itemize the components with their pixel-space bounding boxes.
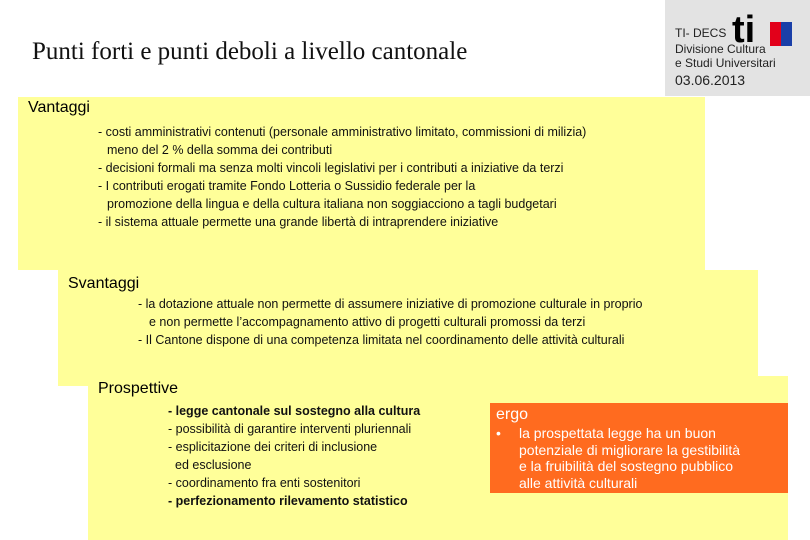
vantaggi-list xyxy=(98,123,586,231)
list-item: - il sistema attuale permette una grande libertà di intraprendere iniziative xyxy=(98,215,499,229)
ergo-text xyxy=(519,425,740,491)
list-item: - la dotazione attuale non permette di assumere iniziative di promozione culturale in proprio xyxy=(138,297,643,311)
list-item: e non permette l’accompagnamento attivo di progetti culturali promossi da terzi xyxy=(149,315,586,329)
date-label: 03.06.2013 xyxy=(675,72,746,88)
list-item: - perfezionamento rilevamento statistico xyxy=(168,494,408,508)
ergo-line: alle attività culturali xyxy=(519,474,638,491)
list-item: meno del 2 % della somma dei contributi xyxy=(107,143,333,157)
logo-text: ti xyxy=(732,12,756,46)
list-item: - I contributi erogati tramite Fondo Lotteria o Sussidio federale per la xyxy=(98,179,476,193)
org-line-2: Divisione Cultura xyxy=(675,42,766,56)
org-line-1: TI- DECS xyxy=(675,26,727,40)
logo-red-bar xyxy=(770,22,781,46)
logo-blue-bar xyxy=(781,22,792,46)
ergo-bullet-icon: • xyxy=(496,425,501,441)
list-item: - possibilità di garantire interventi pluriennali xyxy=(168,422,412,436)
org-line-3: e Studi Universitari xyxy=(675,56,776,70)
list-item: - costi amministrativi contenuti (personale amministrativo limitato, commissioni di milizia) xyxy=(98,125,587,139)
list-item: - legge cantonale sul sostegno alla cultura xyxy=(168,404,421,418)
ticino-logo xyxy=(732,12,794,46)
ergo-line: la prospettata legge ha un buon xyxy=(519,425,716,441)
list-item: - Il Cantone dispone di una competenza limitata nel coordinamento delle attività culturali xyxy=(138,333,625,347)
ergo-heading: ergo xyxy=(496,406,529,423)
svantaggi-list xyxy=(138,295,642,349)
list-item: - coordinamento fra enti sostenitori xyxy=(168,476,361,490)
svantaggi-heading: Svantaggi xyxy=(68,275,140,292)
list-item: - esplicitazione dei criteri di inclusione xyxy=(168,440,378,454)
ergo-line: potenziale di migliorare la gestibilità xyxy=(519,441,741,458)
list-item: - decisioni formali ma senza molti vincoli legislativi per i contributi a iniziative da terzi xyxy=(98,161,564,175)
slide-title: Punti forti e punti deboli a livello cantonale xyxy=(32,38,468,65)
vantaggi-heading: Vantaggi xyxy=(28,99,90,116)
prospettive-heading: Prospettive xyxy=(98,380,179,397)
prospettive-list xyxy=(168,402,420,510)
ergo-line: e la fruibilità del sostegno pubblico xyxy=(519,458,734,474)
list-item: promozione della lingua e della cultura italiana non soggiacciono a tagli budgetari xyxy=(107,197,557,211)
list-item: ed esclusione xyxy=(175,458,252,472)
